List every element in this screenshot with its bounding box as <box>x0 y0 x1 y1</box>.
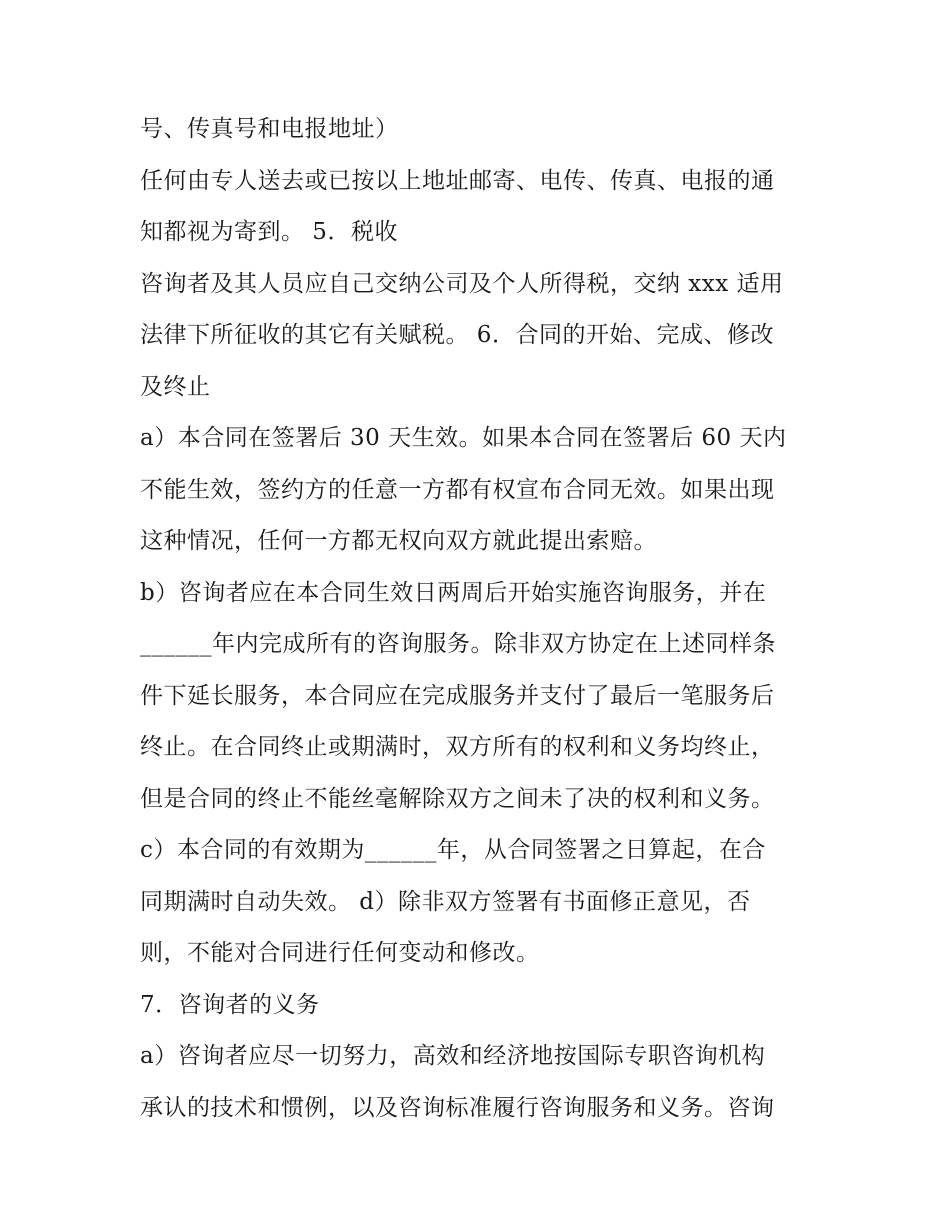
text-line: 不能生效，签约方的任意一方都有权宣布合同无效。如果出现 <box>140 476 775 503</box>
text-line: 则，不能对合同进行任何变动和修改。 <box>140 940 540 966</box>
text-line: 件下延长服务，本合同应在完成服务并支付了最后一笔服务后 <box>140 682 775 709</box>
text-line: 任何由专人送去或已按以上地址邮寄、电传、传真、电报的通 <box>140 167 775 194</box>
text-line: 但是合同的终止不能丝毫解除双方之间未了决的权利和义务。 <box>140 785 775 812</box>
text-line: 法律下所征收的其它有关赋税。 6．合同的开始、完成、修改 <box>140 322 774 348</box>
text-line: 这种情况，任何一方都无权向双方就此提出索赔。 <box>140 528 657 554</box>
text-line: c）本合同的有效期为______年，从合同签署之日算起，在合 <box>140 837 766 863</box>
contract-text <box>140 108 820 1138</box>
text-line: a）本合同在签署后 30 天生效。如果本合同在签署后 60 天内 <box>140 425 787 451</box>
text-line: a）咨询者应尽一切努力，高效和经济地按国际专职咨询机构 <box>140 1043 766 1069</box>
text-line: 号、传真号和电报地址） <box>140 116 399 142</box>
text-line: 承认的技术和惯例，以及咨询标准履行咨询服务和义务。咨询 <box>140 1094 775 1121</box>
text-line: 知都视为寄到。 5．税收 <box>140 219 398 245</box>
text-line: 同期满时自动失效。 d）除非双方签署有书面修正意见，否 <box>140 888 751 915</box>
text-line: 终止。在合同终止或期满时，双方所有的权利和义务均终止， <box>140 734 775 760</box>
text-line: 咨询者及其人员应自己交纳公司及个人所得税，交纳 xxx 适用 <box>140 270 784 297</box>
text-line: b）咨询者应在本合同生效日两周后开始实施咨询服务，并在 <box>140 579 767 606</box>
text-line: 及终止 <box>140 373 211 400</box>
text-line: 7．咨询者的义务 <box>140 991 320 1018</box>
text-line: ______年内完成所有的咨询服务。除非双方协定在上述同样条 <box>140 631 776 657</box>
